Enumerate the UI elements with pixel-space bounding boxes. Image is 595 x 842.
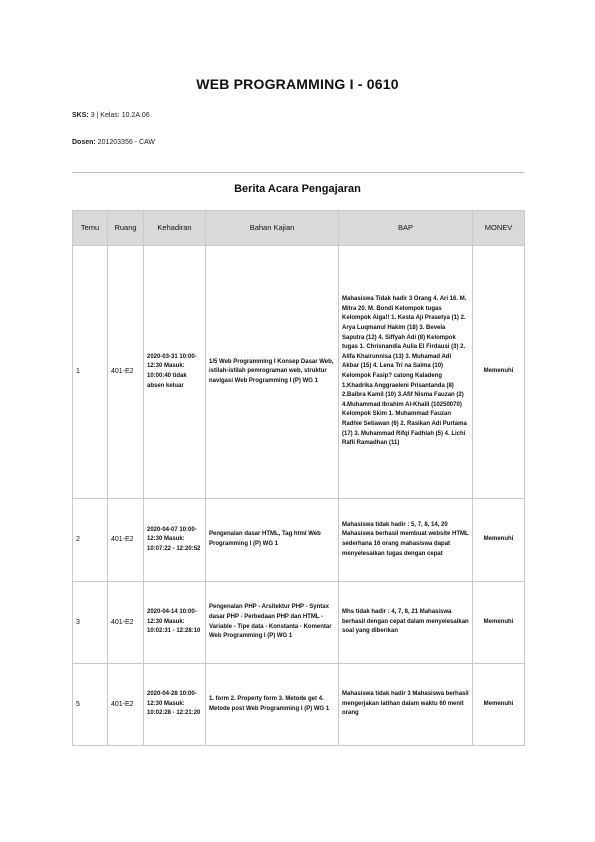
cell-temu: 2 (73, 499, 108, 582)
cell-ruang: 401-E2 (108, 246, 144, 499)
cell-bap: Mahasiswa Tidak hadir 3 Orang 4. Ari 16. M. Mitra 20. M. Bondi Kelompok tugas Kelompok Aiga!! 1. Kesta Aji Prasetya (1) 2. Arya Luqmanul Hakim (18) 3. Bevela Saputra (12) 4. Siffyah Adi (8) Kelompok tugas 1. Chrisnandia Aulia El Firdausi (3) 2. Alifa Khairunnisa (13) 3. Muhamad Adi Akbar (15) 4. Lena Tri na Salma (10) Kelompok Fasip? catong Kaladeng 1.Khadrika Anggraeleni Prisantanda (8) 2.Baibra Kamil (10) 3.Afif Nisma Fauzan (2) 4.Muhammad Ibrahim Al-Khalil (10250070) Kelompok Skim 1. Muhammad Fauzan Radhie Setiawan (6) 2. Rasikan Adi Purtama (17) 3. Muhammad Rifqi Fadhlah (5) 4. Lichi Rafli Ramadhan (11) (339, 246, 473, 499)
dosen-label: Dosen: (72, 139, 96, 146)
cell-bahan-kajian: 1. form 2. Property form 3. Metode get 4. Metode post Web Programming I (P) WG 1 (206, 664, 339, 746)
section-title: Berita Acara Pengajaran (234, 183, 361, 195)
header-bahan-kajian: Bahan Kajian (206, 211, 339, 246)
header-monev: MONEV (473, 211, 525, 246)
cell-monev: Memenuhi (473, 246, 525, 499)
dosen-line (72, 139, 155, 146)
cell-kehadiran: 2020-04-07 10:00-12:30 Masuk: 10:07:22 - 12:20:52 (144, 499, 206, 582)
dosen-value: 201203356 - CAW (97, 139, 156, 146)
cell-monev: Memenuhi (473, 664, 525, 746)
cell-kehadiran: 2020-03-31 10:00-12:30 Masuk: 10:00:40 tidak absen keluar (144, 246, 206, 499)
cell-bap: Mahasiswa tidak hadir : 5, 7, 8, 14, 20 Mahasiswa berhasil membuat website HTML sederhana 16 orang mahasiswa dapat menyelesaikan tugas dengan cepat (339, 499, 473, 582)
table-row (73, 246, 525, 499)
cell-bahan-kajian: Pengenalan dasar HTML, Tag html Web Programming I (P) WG 1 (206, 499, 339, 582)
cell-temu: 3 (73, 582, 108, 664)
cell-temu: 5 (73, 664, 108, 746)
cell-bahan-kajian: 1/5 Web Programming I Konsep Dasar Web, istilah-istilah pemrograman web, struktur navigasi Web Programming I (P) WG 1 (206, 246, 339, 499)
cell-bahan-kajian: Pengenalan PHP - Arsitektur PHP - Syntax dasar PHP - Perbedaan PHP dan HTML - Variable - Tipe data - Konstanta - Komentar Web Programming I (P) WG 1 (206, 582, 339, 664)
header-bap: BAP (339, 211, 473, 246)
header-ruang: Ruang (108, 211, 144, 246)
table-row (73, 582, 525, 664)
cell-ruang: 401-E2 (108, 582, 144, 664)
sks-line (72, 112, 150, 119)
cell-monev: Memenuhi (473, 499, 525, 582)
teaching-report-table (72, 210, 525, 746)
sks-value: 3 | Kelas: 10.2A.06 (90, 112, 150, 119)
table-row (73, 664, 525, 746)
cell-kehadiran: 2020-04-14 10:00-12:30 Masuk: 10:02:31 - 12:28:10 (144, 582, 206, 664)
cell-kehadiran: 2020-04-28 10:00-12:30 Masuk: 10:02:28 - 12:21:20 (144, 664, 206, 746)
table-header-row (73, 211, 525, 246)
header-temu: Temu (73, 211, 108, 246)
cell-temu: 1 (73, 246, 108, 499)
cell-monev: Memenuhi (473, 582, 525, 664)
cell-bap: Mahasiswa tidak hadir 3 Mahasiswa berhasil mengerjakan latihan dalam waktu 60 menit orang (339, 664, 473, 746)
cell-ruang: 401-E2 (108, 664, 144, 746)
cell-ruang: 401-E2 (108, 499, 144, 582)
document-title: WEB PROGRAMMING I - 0610 (196, 76, 399, 92)
table-row (73, 499, 525, 582)
cell-bap: Mhs tidak hadir : 4, 7, 8, 21 Mahasiswa berhasil dengan cepat dalam menyelesaikan soal yang diberikan (339, 582, 473, 664)
sks-label: SKS: (72, 112, 89, 119)
header-kehadiran: Kehadiran (144, 211, 206, 246)
divider (72, 172, 524, 173)
